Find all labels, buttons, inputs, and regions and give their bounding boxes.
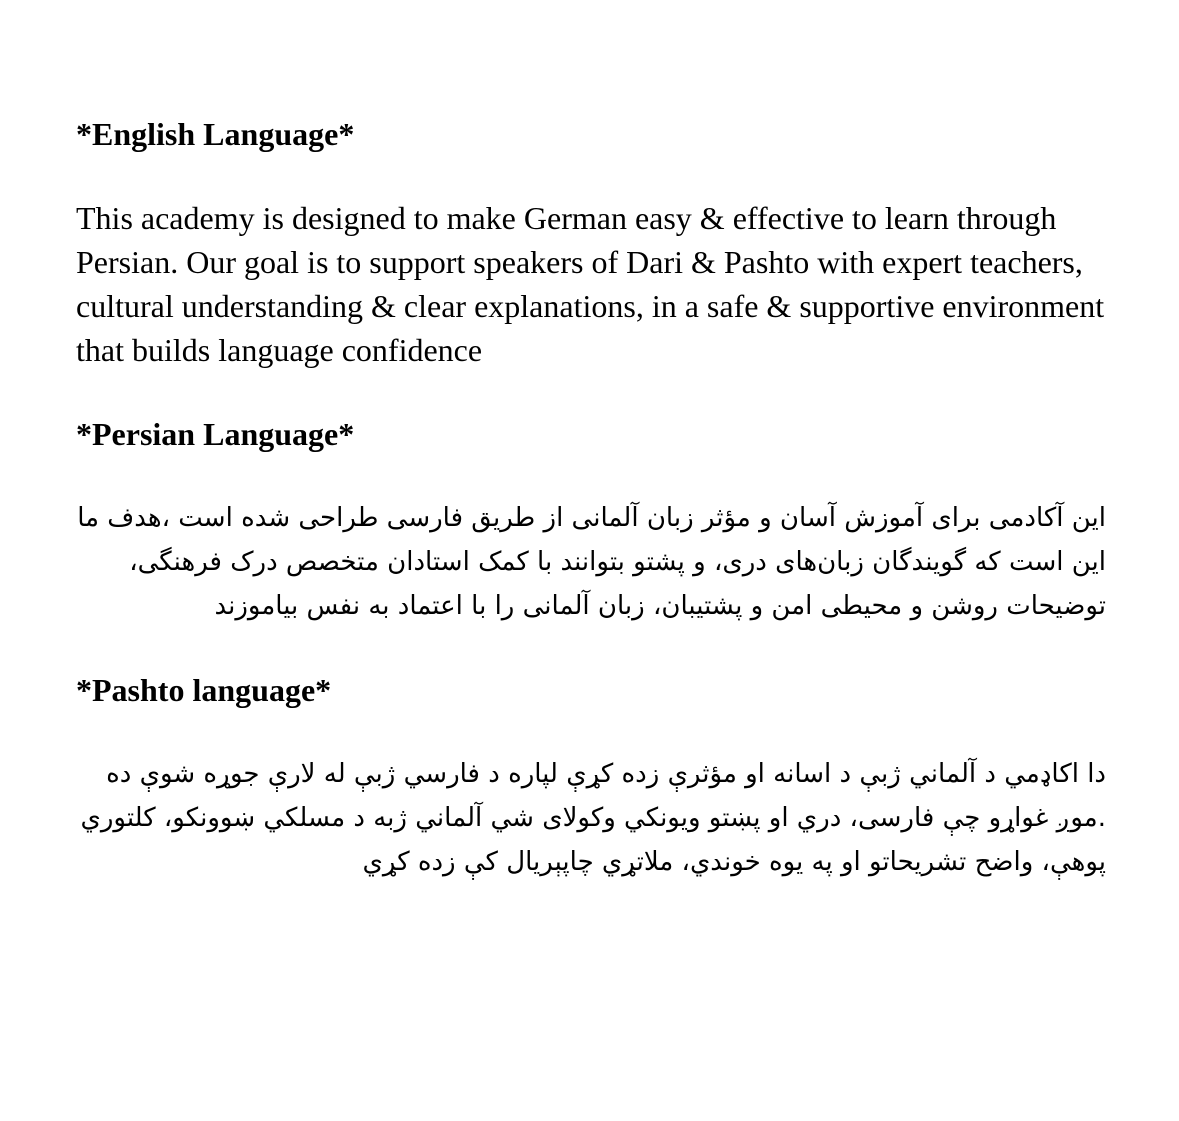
english-paragraph: This academy is designed to make German easy & effective to learn through Persian. Our goal is to support speakers of Dari & Pashto with expert teachers, cultural understanding & clear explanations, in a safe & supportive environment that builds language confidence bbox=[76, 200, 1105, 368]
english-heading: *English Language* bbox=[76, 116, 355, 152]
english-section bbox=[76, 112, 1106, 372]
persian-heading: *Persian Language* bbox=[76, 416, 355, 452]
pashto-paragraph: دا اکاډمي د آلماني ژبې د اسانه او مؤثرې زده کړې لپاره د فارسي ژبې له لارې جوړه شوې ده .موږ غواړو چې فارسی، دري او پښتو ویونکي وکولای شي آلماني ژبه د مسلکي ښوونکو، کلتوري پوهې، واضح تشریحاتو او په یوه خوندي، ملاتړي چاپېریال کې زده کړي bbox=[80, 759, 1106, 877]
persian-paragraph: این آکادمی برای آموزش آسان و مؤثر زبان آلمانی از طریق فارسی طراحی شده است ،هدف ما این است که گویندگان زبان‌های دری، و پشتو بتوانند با کمک استادان متخصص درک فرهنگی، توضیحات روشن و محیطی امن و پشتیبان، زبان آلمانی را با اعتماد به نفس بیاموزند bbox=[77, 503, 1106, 621]
pashto-heading: *Pashto language* bbox=[76, 672, 332, 708]
document-body bbox=[76, 112, 1106, 924]
pashto-section bbox=[76, 668, 1106, 884]
persian-section bbox=[76, 412, 1106, 628]
